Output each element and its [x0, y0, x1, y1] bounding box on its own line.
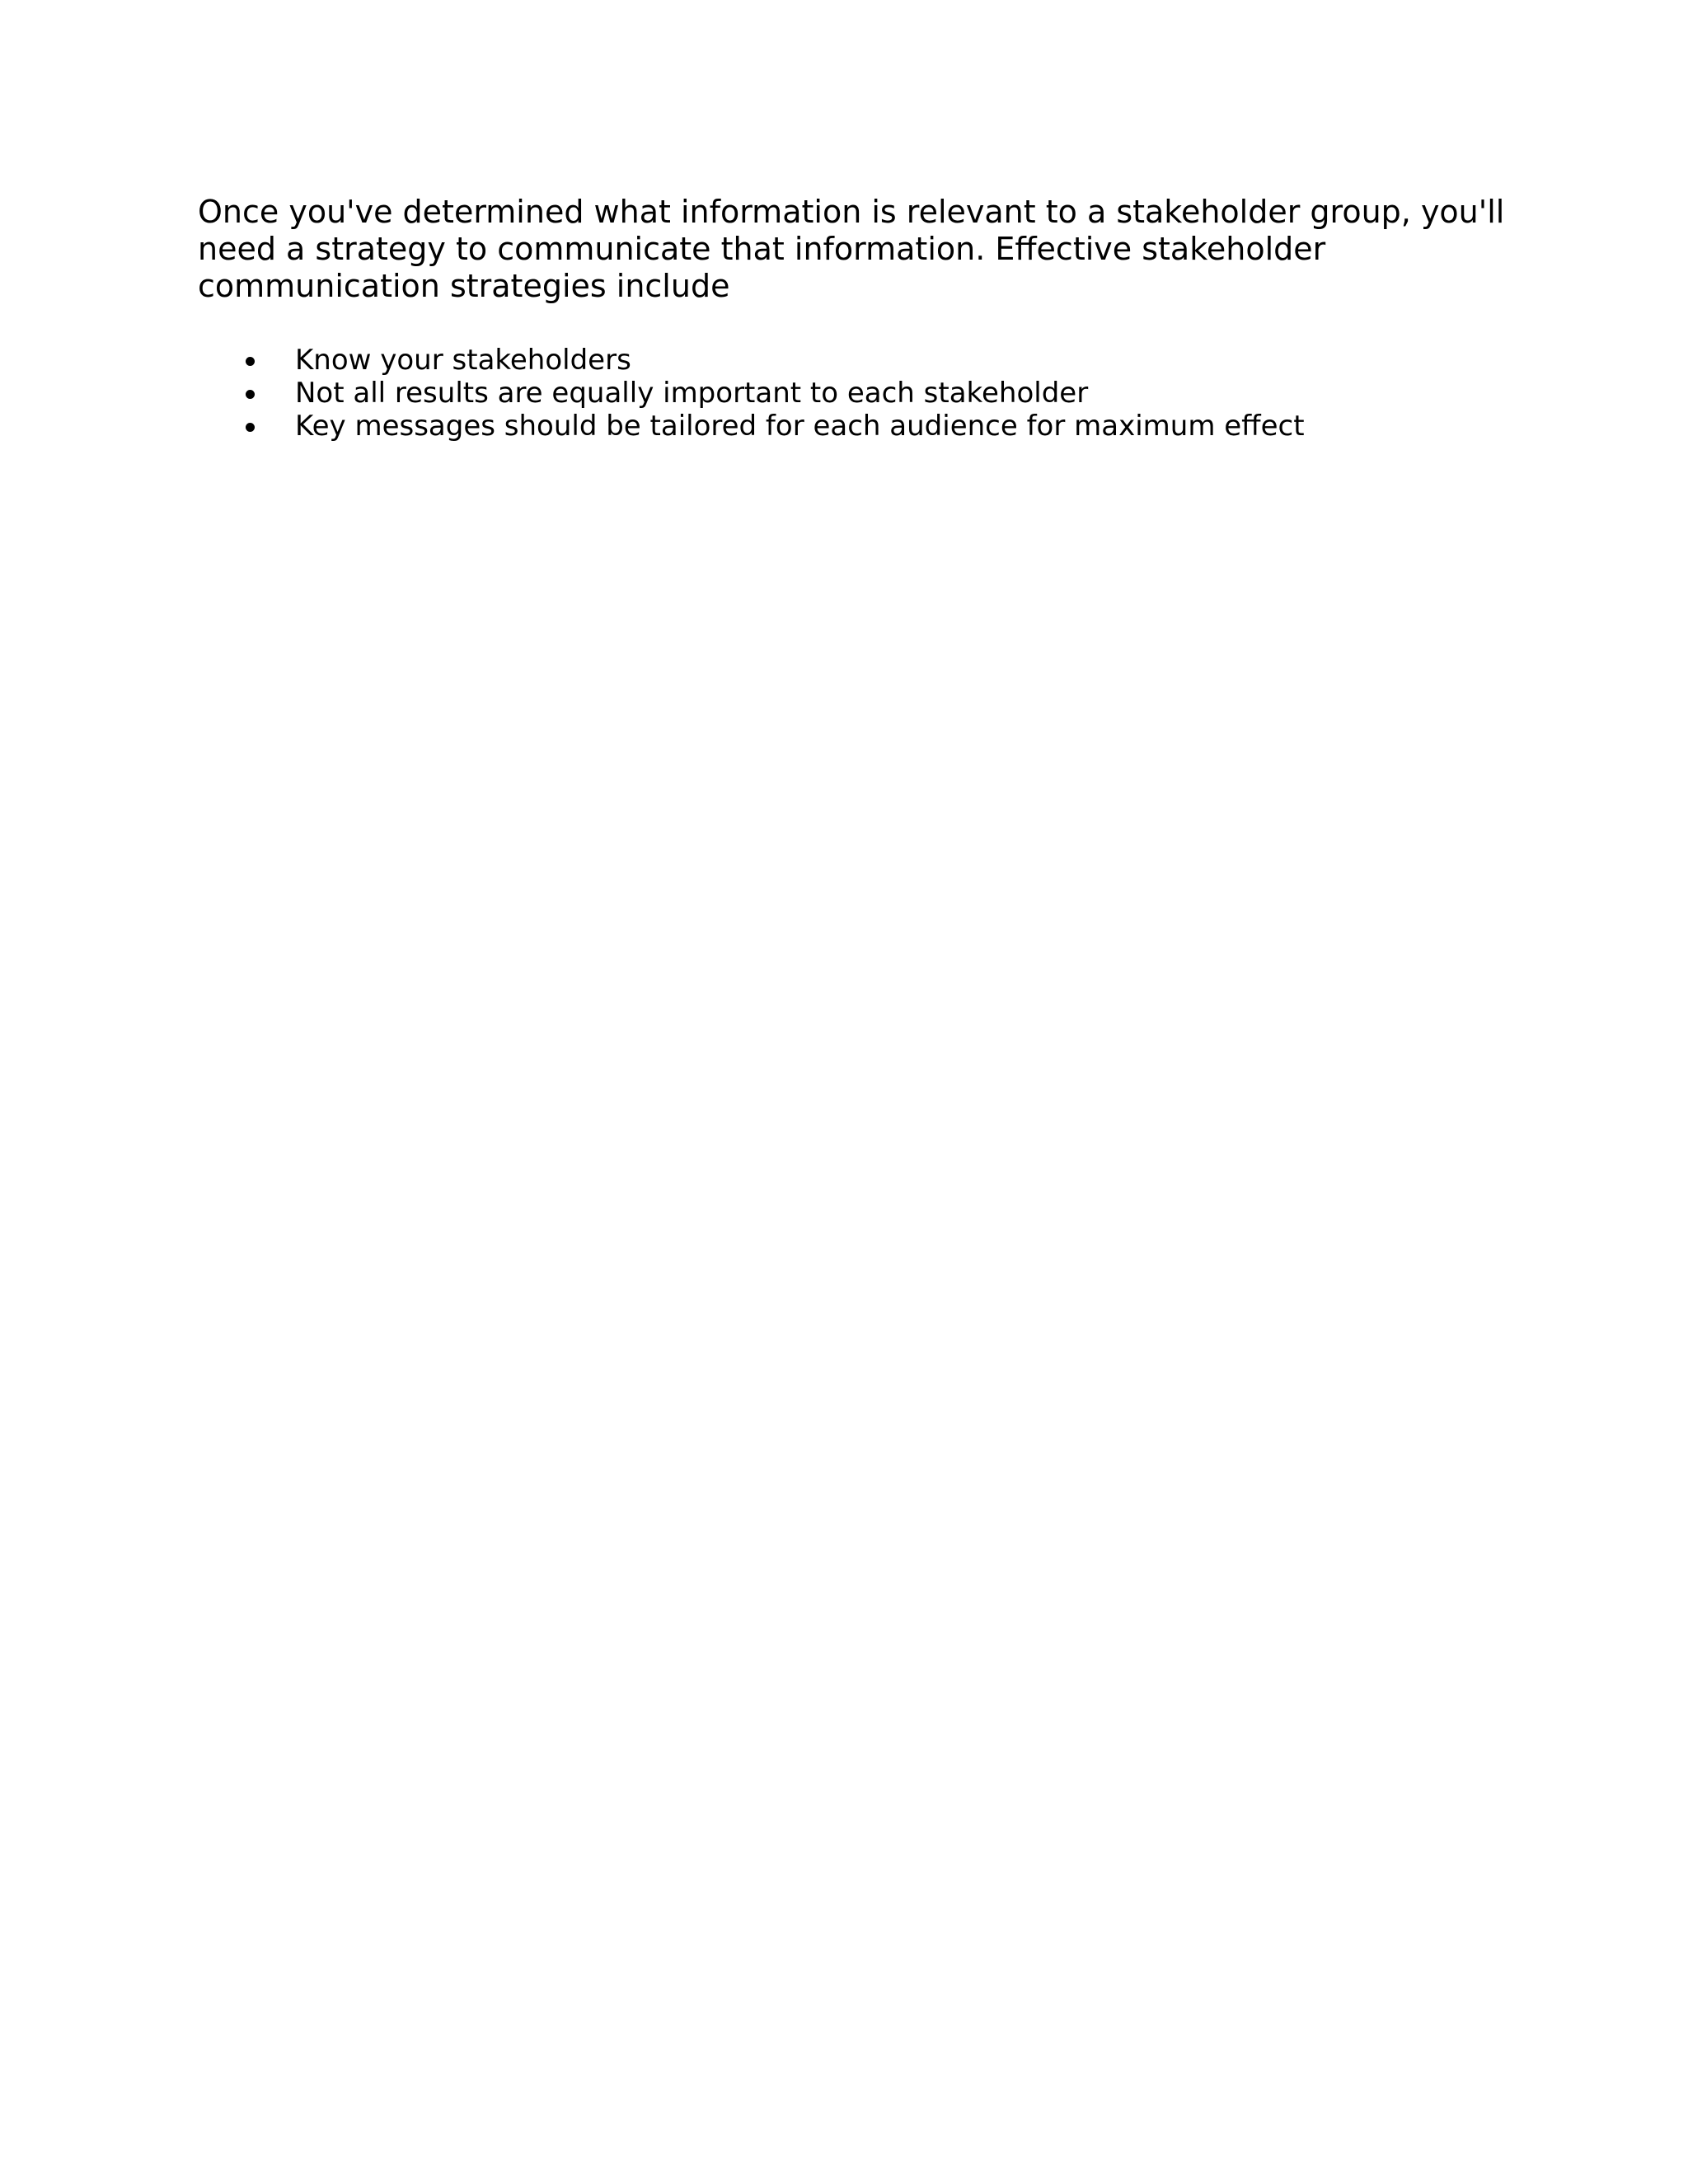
list-item-text: Key messages should be tailored for each audience for maximum effect — [295, 410, 1305, 443]
list-item-text: Not all results are equally important to each stakeholder — [295, 377, 1089, 410]
list-item-text: Know your stakeholders — [295, 344, 631, 377]
list-item — [198, 344, 1550, 377]
bullet-icon — [246, 390, 255, 399]
bullet-icon — [246, 423, 255, 432]
list-item — [198, 377, 1550, 410]
intro-paragraph: Once you've determined what information is relevant to a stakeholder group, you'll need a strategy to communicate that information. Effective stakeholder communication strategies include — [198, 194, 1505, 304]
bullet-icon — [246, 357, 255, 366]
list-item — [198, 410, 1550, 443]
bullet-list — [198, 344, 1550, 443]
